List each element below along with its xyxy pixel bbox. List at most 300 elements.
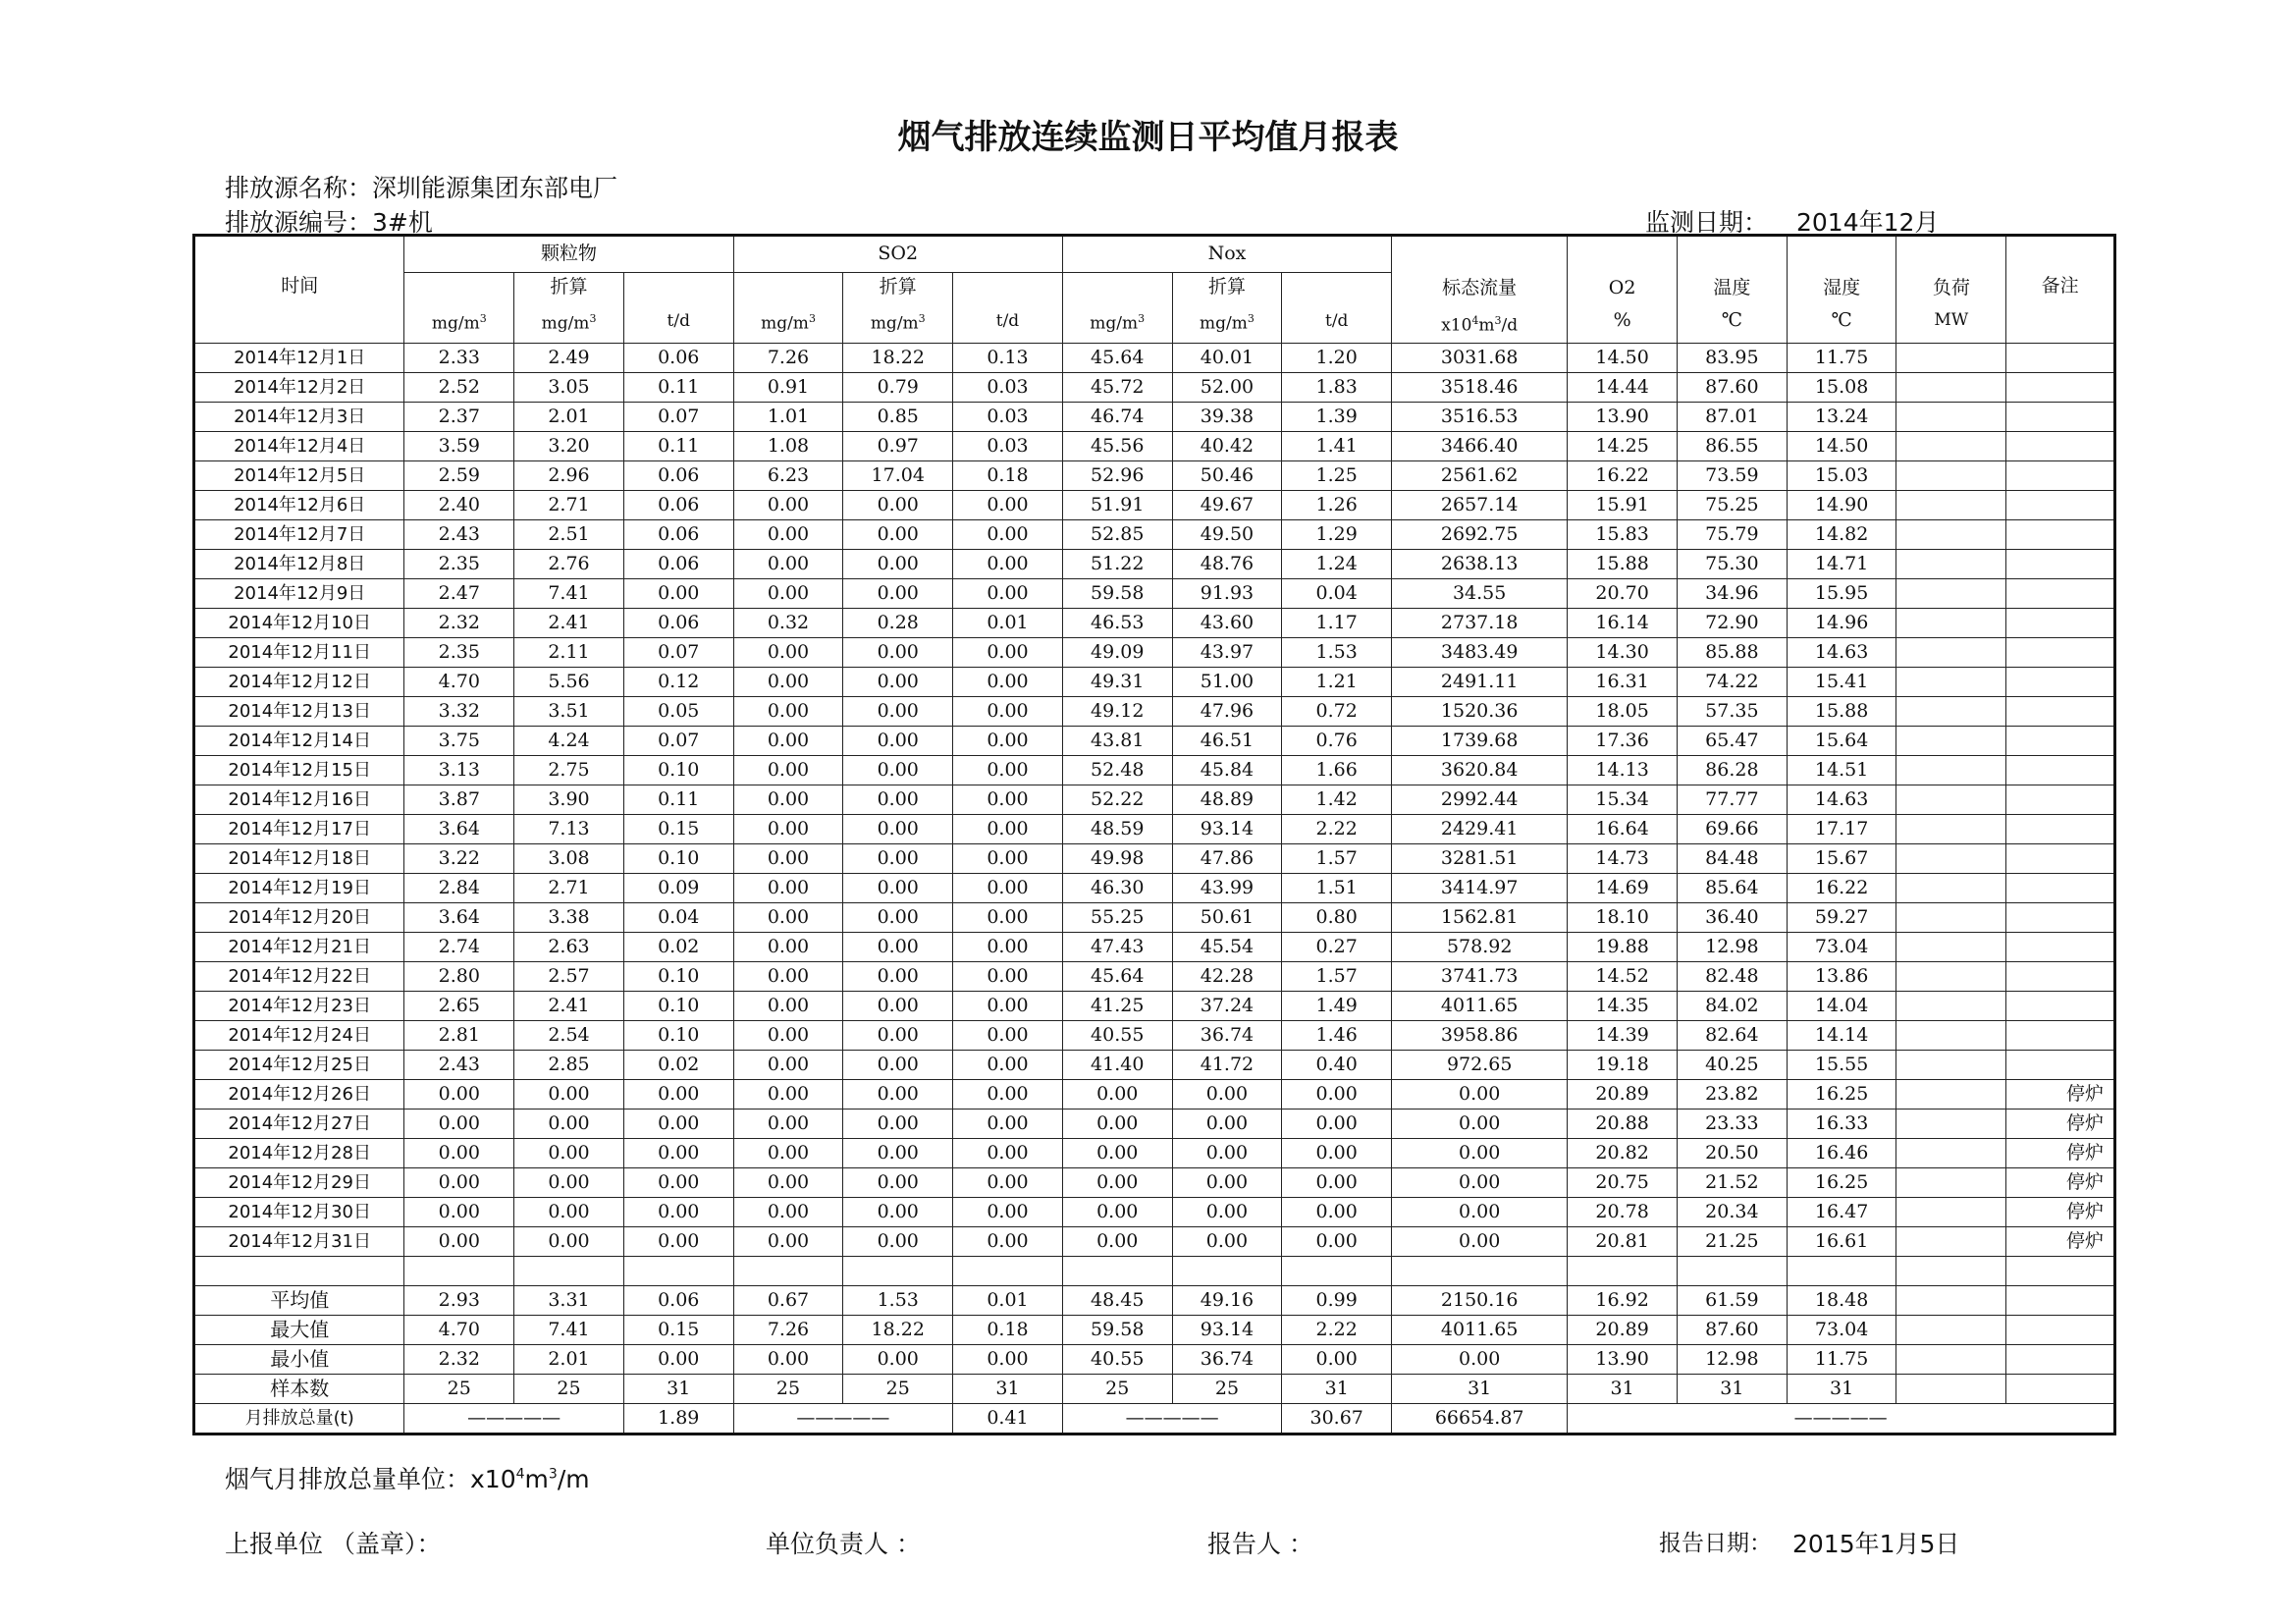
empty-cell: [1172, 1256, 1282, 1285]
value-cell: [1896, 1285, 2006, 1315]
remark-cell: [2006, 1020, 2115, 1050]
value-cell: 49.16: [1172, 1285, 1282, 1315]
value-cell: 0.00: [733, 843, 843, 873]
value-cell: 18.05: [1568, 696, 1678, 726]
value-cell: 84.02: [1678, 991, 1788, 1020]
value-cell: 0.02: [623, 1050, 733, 1079]
value-cell: 2.71: [514, 490, 624, 519]
value-cell: 1.20: [1282, 343, 1392, 372]
value-cell: 14.50: [1568, 343, 1678, 372]
value-cell: 12.98: [1678, 932, 1788, 961]
footer-unit: 上报单位 （盖章）：: [225, 1530, 442, 1558]
value-cell: 46.30: [1062, 873, 1172, 902]
value-cell: 4011.65: [1392, 991, 1568, 1020]
value-cell: 0.00: [1392, 1344, 1568, 1374]
value-cell: 3414.97: [1392, 873, 1568, 902]
value-cell: [1896, 1138, 2006, 1167]
header-particulate: 颗粒物: [404, 236, 733, 273]
value-cell: 4.70: [404, 1315, 514, 1344]
value-cell: 0.00: [1282, 1344, 1392, 1374]
value-cell: 86.55: [1678, 431, 1788, 460]
value-cell: 49.31: [1062, 667, 1172, 696]
value-cell: 15.55: [1787, 1050, 1896, 1079]
table-row: [194, 961, 2115, 991]
value-cell: [1896, 578, 2006, 608]
value-cell: 47.43: [1062, 932, 1172, 961]
value-cell: [1896, 726, 2006, 755]
value-cell: 19.18: [1568, 1050, 1678, 1079]
blank-row: [194, 1256, 2115, 1285]
value-cell: 0.00: [953, 667, 1063, 696]
value-cell: 45.72: [1062, 372, 1172, 402]
row-label: 2014年12月29日: [194, 1167, 404, 1197]
value-cell: 73.04: [1787, 932, 1896, 961]
value-cell: 59.58: [1062, 578, 1172, 608]
value-cell: 0.00: [514, 1167, 624, 1197]
value-cell: 77.77: [1678, 785, 1788, 814]
value-cell: 1.25: [1282, 460, 1392, 490]
value-cell: 0.03: [953, 402, 1063, 431]
value-cell: 972.65: [1392, 1050, 1568, 1079]
table-row: [194, 991, 2115, 1020]
value-cell: 2692.75: [1392, 519, 1568, 549]
value-cell: 0.10: [623, 961, 733, 991]
value-cell: 0.00: [843, 1167, 953, 1197]
value-cell: 14.25: [1568, 431, 1678, 460]
remark-cell: [2006, 1374, 2115, 1403]
value-cell: 25: [1062, 1374, 1172, 1403]
table-row: [194, 519, 2115, 549]
value-cell: 2.22: [1282, 1315, 1392, 1344]
value-cell: 43.81: [1062, 726, 1172, 755]
remark-cell: [2006, 490, 2115, 519]
empty-cell: [1896, 1256, 2006, 1285]
value-cell: 0.00: [623, 1079, 733, 1109]
value-cell: 0.00: [843, 1109, 953, 1138]
value-cell: 0.00: [843, 755, 953, 785]
value-cell: 14.51: [1787, 755, 1896, 785]
value-cell: 0.11: [623, 785, 733, 814]
value-cell: 20.70: [1568, 578, 1678, 608]
value-cell: 2.81: [404, 1020, 514, 1050]
value-cell: 1.46: [1282, 1020, 1392, 1050]
value-cell: 2.41: [514, 608, 624, 637]
value-cell: 15.34: [1568, 785, 1678, 814]
value-cell: 0.00: [1172, 1079, 1282, 1109]
value-cell: 45.64: [1062, 343, 1172, 372]
header-converted: 折算: [843, 272, 953, 301]
value-cell: 49.12: [1062, 696, 1172, 726]
value-cell: 14.63: [1787, 637, 1896, 667]
value-cell: 84.48: [1678, 843, 1788, 873]
value-cell: 0.15: [623, 814, 733, 843]
row-label: 2014年12月7日: [194, 519, 404, 549]
row-label: 2014年12月15日: [194, 755, 404, 785]
value-cell: 2.93: [404, 1285, 514, 1315]
remark-cell: [2006, 785, 2115, 814]
value-cell: 3.87: [404, 785, 514, 814]
header-load: 负荷 MW: [1896, 236, 2006, 344]
value-cell: 0.10: [623, 755, 733, 785]
value-cell: 14.82: [1787, 519, 1896, 549]
value-cell: 0.00: [1392, 1197, 1568, 1226]
value-cell: 0.00: [404, 1138, 514, 1167]
value-cell: 2.80: [404, 961, 514, 991]
value-cell: 0.06: [623, 343, 733, 372]
value-cell: 48.89: [1172, 785, 1282, 814]
value-cell: 36.40: [1678, 902, 1788, 932]
value-cell: 47.96: [1172, 696, 1282, 726]
unit-mg-m3: $mg/m^3$: [404, 301, 514, 343]
value-cell: 3.20: [514, 431, 624, 460]
value-cell: [1896, 1050, 2006, 1079]
value-cell: 40.25: [1678, 1050, 1788, 1079]
value-cell: 47.86: [1172, 843, 1282, 873]
value-cell: 52.96: [1062, 460, 1172, 490]
value-cell: 15.08: [1787, 372, 1896, 402]
value-cell: 0.00: [733, 1167, 843, 1197]
value-cell: 48.76: [1172, 549, 1282, 578]
empty-cell: [1392, 1256, 1568, 1285]
value-cell: 16.22: [1568, 460, 1678, 490]
value-cell: 91.93: [1172, 578, 1282, 608]
remark-cell: 停炉: [2006, 1138, 2115, 1167]
remark-cell: [2006, 608, 2115, 637]
value-cell: 0.00: [404, 1197, 514, 1226]
header-so2: SO2: [733, 236, 1062, 273]
unit-mg-m3: $mg/m^3$: [1172, 301, 1282, 343]
value-cell: 1.53: [843, 1285, 953, 1315]
header-temp: 温度 ℃: [1678, 236, 1788, 344]
row-label: 2014年12月3日: [194, 402, 404, 431]
empty-cell: [733, 1256, 843, 1285]
value-cell: 16.61: [1787, 1226, 1896, 1256]
value-cell: 0.00: [623, 1138, 733, 1167]
remark-cell: 停炉: [2006, 1167, 2115, 1197]
value-cell: 0.18: [953, 1315, 1063, 1344]
value-cell: 0.00: [733, 991, 843, 1020]
row-label: 2014年12月20日: [194, 902, 404, 932]
value-cell: 0.00: [404, 1109, 514, 1138]
value-cell: 3466.40: [1392, 431, 1568, 460]
value-cell: 25: [1172, 1374, 1282, 1403]
value-cell: 18.48: [1787, 1285, 1896, 1315]
value-cell: 3.75: [404, 726, 514, 755]
remark-cell: [2006, 1285, 2115, 1315]
value-cell: 41.72: [1172, 1050, 1282, 1079]
remark-cell: [2006, 726, 2115, 755]
value-cell: 0.00: [843, 785, 953, 814]
value-cell: [1896, 549, 2006, 578]
value-cell: 0.27: [1282, 932, 1392, 961]
value-cell: 0.00: [953, 1079, 1063, 1109]
value-cell: 73.59: [1678, 460, 1788, 490]
remark-cell: 停炉: [2006, 1226, 2115, 1256]
value-cell: 4.70: [404, 667, 514, 696]
table-row: [194, 490, 2115, 519]
value-cell: 3.05: [514, 372, 624, 402]
value-cell: 0.00: [1172, 1197, 1282, 1226]
value-cell: [1896, 519, 2006, 549]
value-cell: 87.60: [1678, 1315, 1788, 1344]
value-cell: 51.00: [1172, 667, 1282, 696]
value-cell: 5.56: [514, 667, 624, 696]
value-cell: 0.40: [1282, 1050, 1392, 1079]
value-cell: 3031.68: [1392, 343, 1568, 372]
value-cell: 1.21: [1282, 667, 1392, 696]
value-cell: 2.01: [514, 402, 624, 431]
value-cell: 1.39: [1282, 402, 1392, 431]
value-cell: 0.03: [953, 431, 1063, 460]
value-cell: 0.00: [623, 1226, 733, 1256]
value-cell: 40.42: [1172, 431, 1282, 460]
value-cell: 0.00: [843, 490, 953, 519]
row-label: 2014年12月27日: [194, 1109, 404, 1138]
row-label: 2014年12月10日: [194, 608, 404, 637]
value-cell: 2.35: [404, 637, 514, 667]
value-cell: 1.08: [733, 431, 843, 460]
row-label: 2014年12月21日: [194, 932, 404, 961]
value-cell: 0.00: [733, 490, 843, 519]
value-cell: 45.56: [1062, 431, 1172, 460]
empty-cell: [1568, 1256, 1678, 1285]
flow-unit-note: 烟气月排放总量单位：$x10^4m^3/m$: [225, 1465, 590, 1493]
value-cell: 1.01: [733, 402, 843, 431]
value-cell: [1896, 1197, 2006, 1226]
value-cell: 2.52: [404, 372, 514, 402]
value-cell: [1896, 431, 2006, 460]
value-cell: 0.00: [1392, 1138, 1568, 1167]
table-row: [194, 1344, 2115, 1374]
value-cell: [1896, 1020, 2006, 1050]
remark-cell: [2006, 1315, 2115, 1344]
value-cell: 0.10: [623, 991, 733, 1020]
value-cell: 46.53: [1062, 608, 1172, 637]
value-cell: 0.00: [733, 873, 843, 902]
value-cell: 2.65: [404, 991, 514, 1020]
row-label: 2014年12月23日: [194, 991, 404, 1020]
value-cell: 0.00: [1282, 1197, 1392, 1226]
value-cell: 41.25: [1062, 991, 1172, 1020]
value-cell: 3.90: [514, 785, 624, 814]
value-cell: [1896, 402, 2006, 431]
value-cell: 0.00: [953, 814, 1063, 843]
footer-reporter: 报告人 ：: [1207, 1530, 1313, 1558]
value-cell: 1562.81: [1392, 902, 1568, 932]
value-cell: 34.55: [1392, 578, 1568, 608]
value-cell: [1896, 637, 2006, 667]
row-label: 2014年12月4日: [194, 431, 404, 460]
value-cell: 16.33: [1787, 1109, 1896, 1138]
dash-cell: —————: [733, 1403, 952, 1434]
remark-cell: [2006, 932, 2115, 961]
value-cell: 52.48: [1062, 755, 1172, 785]
table-row: [194, 1167, 2115, 1197]
value-cell: 0.10: [623, 1020, 733, 1050]
value-cell: 0.76: [1282, 726, 1392, 755]
value-cell: 16.25: [1787, 1167, 1896, 1197]
value-cell: 2737.18: [1392, 608, 1568, 637]
table-row: [194, 755, 2115, 785]
value-cell: 57.35: [1678, 696, 1788, 726]
value-cell: [1896, 814, 2006, 843]
value-cell: 55.25: [1062, 902, 1172, 932]
value-cell: 2.32: [404, 608, 514, 637]
value-cell: [1896, 696, 2006, 726]
value-cell: 15.41: [1787, 667, 1896, 696]
value-cell: 0.00: [953, 1197, 1063, 1226]
value-cell: 25: [733, 1374, 843, 1403]
row-label: 样本数: [194, 1374, 404, 1403]
value-cell: 0.00: [733, 1344, 843, 1374]
value-cell: 0.00: [733, 1109, 843, 1138]
remark-cell: [2006, 549, 2115, 578]
value-cell: 2.71: [514, 873, 624, 902]
value-cell: 0.06: [623, 608, 733, 637]
value-cell: 0.06: [623, 460, 733, 490]
value-cell: 2.84: [404, 873, 514, 902]
row-label: 平均值: [194, 1285, 404, 1315]
value-cell: 18.22: [843, 1315, 953, 1344]
value-cell: 51.91: [1062, 490, 1172, 519]
value-cell: 7.41: [514, 578, 624, 608]
value-cell: 0.02: [623, 932, 733, 961]
value-cell: 49.09: [1062, 637, 1172, 667]
remark-cell: [2006, 431, 2115, 460]
value-cell: 0.01: [953, 608, 1063, 637]
value-cell: 0.00: [843, 843, 953, 873]
value-cell: 0.00: [733, 726, 843, 755]
table-row: [194, 1226, 2115, 1256]
value-cell: 0.00: [404, 1079, 514, 1109]
value-cell: 51.22: [1062, 549, 1172, 578]
total-row: [194, 1403, 2115, 1434]
value-cell: 0.01: [953, 1285, 1063, 1315]
unit-mg-m3: $mg/m^3$: [1062, 301, 1172, 343]
value-cell: 59.58: [1062, 1315, 1172, 1344]
value-cell: 82.64: [1678, 1020, 1788, 1050]
value-cell: 0.10: [623, 843, 733, 873]
value-cell: 0.00: [953, 902, 1063, 932]
empty-cell: [843, 1256, 953, 1285]
value-cell: 1.83: [1282, 372, 1392, 402]
value-cell: 0.00: [404, 1167, 514, 1197]
value-cell: 0.00: [1282, 1109, 1392, 1138]
value-cell: 0.00: [1172, 1138, 1282, 1167]
value-cell: 93.14: [1172, 1315, 1282, 1344]
value-cell: 1.29: [1282, 519, 1392, 549]
value-cell: 82.48: [1678, 961, 1788, 991]
value-cell: 0.79: [843, 372, 953, 402]
value-cell: 16.92: [1568, 1285, 1678, 1315]
value-cell: 31: [1787, 1374, 1896, 1403]
value-cell: 0.06: [623, 519, 733, 549]
table-row: [194, 402, 2115, 431]
value-cell: 3.32: [404, 696, 514, 726]
row-label: 2014年12月5日: [194, 460, 404, 490]
value-cell: 52.22: [1062, 785, 1172, 814]
value-cell: 2992.44: [1392, 785, 1568, 814]
table-row: [194, 932, 2115, 961]
row-label: 2014年12月11日: [194, 637, 404, 667]
remark-cell: [2006, 667, 2115, 696]
value-cell: 31: [1568, 1374, 1678, 1403]
value-cell: 11.75: [1787, 1344, 1896, 1374]
value-cell: 14.50: [1787, 431, 1896, 460]
value-cell: 15.03: [1787, 460, 1896, 490]
value-cell: 0.00: [953, 1226, 1063, 1256]
value-cell: 7.13: [514, 814, 624, 843]
value-cell: 59.27: [1787, 902, 1896, 932]
value-cell: 83.95: [1678, 343, 1788, 372]
value-cell: 2.54: [514, 1020, 624, 1050]
value-cell: 0.00: [514, 1109, 624, 1138]
value-cell: 0.28: [843, 608, 953, 637]
monitor-date-label: 监测日期：: [1645, 208, 1769, 237]
value-cell: 0.00: [843, 961, 953, 991]
value-cell: 42.28: [1172, 961, 1282, 991]
value-cell: 15.64: [1787, 726, 1896, 755]
value-cell: 31: [953, 1374, 1063, 1403]
value-cell: 3.22: [404, 843, 514, 873]
value-cell: 25: [843, 1374, 953, 1403]
remark-cell: [2006, 1344, 2115, 1374]
value-cell: 0.00: [733, 1020, 843, 1050]
value-cell: 0.00: [953, 843, 1063, 873]
value-cell: 25: [404, 1374, 514, 1403]
source-number: 排放源编号：3#机: [225, 208, 433, 237]
table-row: [194, 431, 2115, 460]
value-cell: 0.00: [953, 961, 1063, 991]
header-converted: 折算: [1172, 272, 1282, 301]
value-cell: 2.32: [404, 1344, 514, 1374]
value-cell: 1.57: [1282, 843, 1392, 873]
value-cell: 2.57: [514, 961, 624, 991]
value-cell: 2.59: [404, 460, 514, 490]
remark-cell: [2006, 755, 2115, 785]
value-cell: 2150.16: [1392, 1285, 1568, 1315]
empty-cell: [1678, 1256, 1788, 1285]
header-blank: [623, 272, 733, 301]
value-cell: 0.00: [953, 519, 1063, 549]
value-cell: 578.92: [1392, 932, 1568, 961]
row-label: 最大值: [194, 1315, 404, 1344]
value-cell: 74.22: [1678, 667, 1788, 696]
value-cell: 0.00: [953, 1344, 1063, 1374]
value-cell: [1896, 1344, 2006, 1374]
table-row: [194, 814, 2115, 843]
unit-mg-m3: $mg/m^3$: [843, 301, 953, 343]
monitor-date: 2014年12月: [1796, 208, 1940, 237]
value-cell: 3.38: [514, 902, 624, 932]
value-cell: 0.00: [843, 726, 953, 755]
value-cell: 0.00: [733, 785, 843, 814]
unit-t-per-day: t/d: [1282, 301, 1392, 343]
value-cell: 18.10: [1568, 902, 1678, 932]
value-cell: 0.00: [733, 696, 843, 726]
value-cell: 3741.73: [1392, 961, 1568, 991]
header-time: 时间: [194, 236, 404, 344]
value-cell: 2.51: [514, 519, 624, 549]
remark-cell: 停炉: [2006, 1197, 2115, 1226]
row-label: 2014年12月25日: [194, 1050, 404, 1079]
table-row: [194, 1020, 2115, 1050]
empty-cell: [514, 1256, 624, 1285]
value-cell: 20.89: [1568, 1079, 1678, 1109]
value-cell: [1896, 902, 2006, 932]
value-cell: 14.04: [1787, 991, 1896, 1020]
value-cell: 45.84: [1172, 755, 1282, 785]
